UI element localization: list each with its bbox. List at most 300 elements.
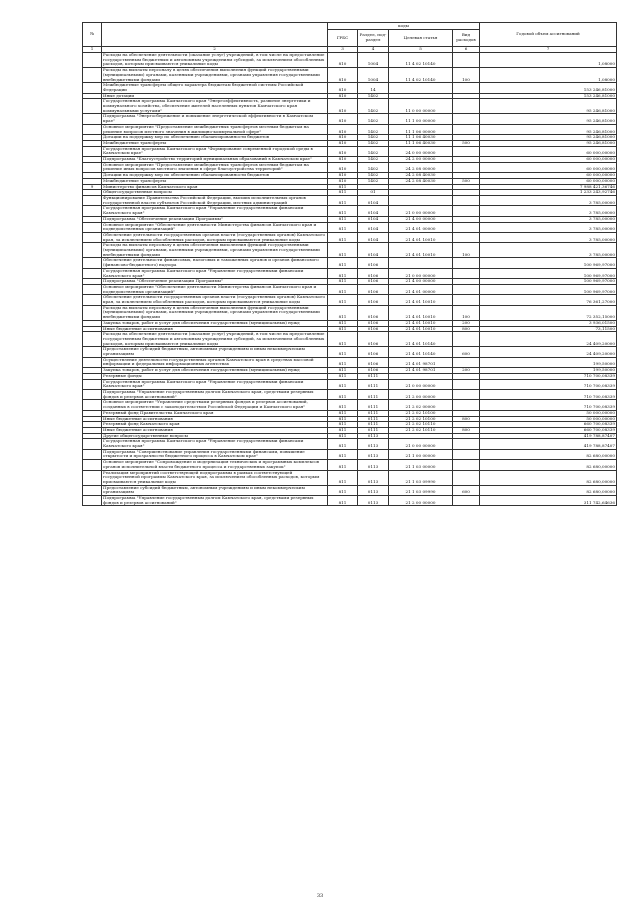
row-section: 01 xyxy=(358,190,389,196)
row-name: Резервные фонды xyxy=(102,373,328,379)
table-row xyxy=(83,124,617,134)
document-page xyxy=(82,22,616,506)
row-name: Реализация мероприятий соответствующей подпрограммы в рамках соответствующей государственной программы Камчатского края, за исключением обособленных расходов, которым присваиваются уникальные коды xyxy=(102,470,328,485)
row-total: 199,50000 xyxy=(480,357,617,367)
row-expense xyxy=(453,114,480,124)
row-expense xyxy=(453,124,480,134)
row-total: 100 969,97000 xyxy=(480,279,617,285)
row-num xyxy=(83,243,102,258)
row-name: Основное мероприятие "Управление средствами резервных фондов и резервов ассигнований, созданных в соответствии с законодательством Российской Федерации и Камчатского края" xyxy=(102,400,328,410)
row-target: 21 1 03 09990 xyxy=(389,485,453,495)
row-total: 710 700,08339 xyxy=(480,390,617,400)
row-expense: 100 xyxy=(453,243,480,258)
table-row xyxy=(83,357,617,367)
row-name: Расходы на выплаты персоналу в целях обеспечения выполнения функций государственными (муниципальными) органами, казенными учреждениями, органами управления государственными внебюджетными фондами xyxy=(102,305,328,320)
row-grbs: 811 xyxy=(328,232,358,242)
row-name: Расходы на выплаты персоналу в целях обеспечения выполнения функций государственными (муниципальными) органами, казенными учреждениями, органами управления государственными внебюджетными фондами xyxy=(102,68,328,83)
row-total: 60 000,00000 xyxy=(480,173,617,179)
row-grbs: 810 xyxy=(328,173,358,179)
row-num xyxy=(83,195,102,205)
row-target: 21 4 01 98701 xyxy=(389,357,453,367)
row-target: 21 2 00 00000 xyxy=(389,390,453,400)
row-name: Закупка товаров, работ и услуг для обеспечения государственных (муниципальных) нужд xyxy=(102,368,328,374)
row-section: 1402 xyxy=(358,178,389,184)
row-name: Основное мероприятие "Сопровождение и модернизация технических и программных комплексов органов исполнительной власти бюджетного процесса и государственных закупок" xyxy=(102,460,328,470)
row-total: 3 785,00000 xyxy=(480,216,617,222)
row-grbs: 811 xyxy=(328,416,358,422)
row-grbs: 810 xyxy=(328,157,358,163)
row-grbs: 811 xyxy=(328,460,358,470)
row-name: Расходы на обеспечение деятельности (оказание услуг) учреждений, в том числе на предоставление государственным бюджетным и автономным учреждениям субсидий, за исключением обособленных расходов, которым присваиваются уникальные коды xyxy=(102,53,328,68)
row-target: 21 1 00 00000 xyxy=(389,449,453,459)
row-section: 0113 xyxy=(358,496,389,506)
row-section: 0111 xyxy=(358,422,389,428)
row-target: 21 4 01 10010 xyxy=(389,305,453,320)
row-grbs: 811 xyxy=(328,433,358,439)
row-section: 1402 xyxy=(358,124,389,134)
row-grbs: 810 xyxy=(328,114,358,124)
table-row xyxy=(83,114,617,124)
row-total: 95 246,81000 xyxy=(480,99,617,114)
header-name xyxy=(102,23,328,47)
row-grbs: 811 xyxy=(328,470,358,485)
row-expense: 100 xyxy=(453,68,480,83)
row-expense xyxy=(453,332,480,347)
row-expense: 500 xyxy=(453,178,480,184)
table-row xyxy=(83,53,617,68)
row-section: 0104 xyxy=(358,243,389,258)
row-target: 21 0 00 00000 xyxy=(389,439,453,449)
row-expense: 800 xyxy=(453,416,480,422)
row-target: 11 4 02 10140 xyxy=(389,68,453,83)
row-name: Предоставление субсидий бюджетным, автономным учреждениям и иным некоммерческим организациям xyxy=(102,485,328,495)
row-total: 60 000,00000 xyxy=(480,146,617,156)
row-num xyxy=(83,400,102,410)
row-expense xyxy=(453,379,480,389)
row-section: 0106 xyxy=(358,295,389,305)
row-section: 1402 xyxy=(358,99,389,114)
row-total: 60 000,00000 xyxy=(480,162,617,172)
table-row xyxy=(83,243,617,258)
row-name: Подпрограмма "Управление государственным долгом Камчатского края, средствами резервных фондов и резервов ассигнований" xyxy=(102,496,328,506)
row-section: 0113 xyxy=(358,470,389,485)
row-target: 11 1 06 00000 xyxy=(389,124,453,134)
row-expense xyxy=(453,83,480,93)
row-grbs: 811 xyxy=(328,320,358,326)
row-num xyxy=(83,99,102,114)
row-name: Расходы на выплаты персоналу в целях обеспечения выполнения функций государственными (муниципальными) органами, казенными учреждениями, органами управления государственными внебюджетными фондами xyxy=(102,243,328,258)
row-grbs: 811 xyxy=(328,243,358,258)
row-grbs: 811 xyxy=(328,427,358,433)
row-total: 50 000,00000 xyxy=(480,416,617,422)
table-row xyxy=(83,449,617,459)
row-num xyxy=(83,379,102,389)
row-total: 710 700,08339 xyxy=(480,373,617,379)
row-name: Подпрограмма "Управление государственным долгом Камчатского края, средствами резервных фондов и резервов ассигнований" xyxy=(102,390,328,400)
table-row xyxy=(83,332,617,347)
row-num: 9 xyxy=(83,184,102,190)
row-expense: 800 xyxy=(453,427,480,433)
row-grbs: 811 xyxy=(328,190,358,196)
row-name: Государственная программа Камчатского края "Формирование современной городской среды в Камчатском крае" xyxy=(102,146,328,156)
row-target: 21 4 01 10010 xyxy=(389,232,453,242)
row-num xyxy=(83,83,102,93)
row-grbs: 811 xyxy=(328,379,358,389)
row-num xyxy=(83,284,102,294)
row-total: 153 246,81000 xyxy=(480,83,617,93)
row-target: 21 0 00 00000 xyxy=(389,268,453,278)
row-name: Государственная программа Камчатского края "Управление государственными финансами Камчатского края" xyxy=(102,268,328,278)
budget-table xyxy=(82,22,617,506)
header-expense: Вид расходов xyxy=(453,30,480,47)
row-num xyxy=(83,439,102,449)
row-section: 0111 xyxy=(358,400,389,410)
row-section: 0106 xyxy=(358,368,389,374)
row-target: 21 4 01 10010 xyxy=(389,326,453,332)
table-row xyxy=(83,485,617,495)
header-total: Годовой объем ассигнований xyxy=(480,23,617,47)
row-name: Расходы на обеспечение деятельности (оказание услуг) учреждений, в том числе на предоставление государственным бюджетным и автономным учреждениям субсидий, за исключением обособленных расходов, которым присваиваются уникальные коды xyxy=(102,332,328,347)
row-expense: 600 xyxy=(453,485,480,495)
row-grbs: 811 xyxy=(328,326,358,332)
row-name: Основное мероприятие "Предоставление межбюджетных трансфертов местным бюджетам на решение вопросов местного значения в жилищно-коммунальной сфере" xyxy=(102,124,328,134)
row-target: 21 4 01 10140 xyxy=(389,332,453,347)
row-total: 710 700,08339 xyxy=(480,379,617,389)
row-expense: 500 xyxy=(453,140,480,146)
row-num xyxy=(83,390,102,400)
row-name: Иные бюджетные ассигнования xyxy=(102,326,328,332)
row-target: 24 2 08 40030 xyxy=(389,173,453,179)
row-expense xyxy=(453,496,480,506)
row-expense: 600 xyxy=(453,347,480,357)
table-row xyxy=(83,305,617,320)
row-expense xyxy=(453,449,480,459)
row-section: 1402 xyxy=(358,146,389,156)
row-grbs: 811 xyxy=(328,422,358,428)
row-target: 24 0 00 00000 xyxy=(389,146,453,156)
row-target: 11 1 06 40030 xyxy=(389,135,453,141)
row-grbs: 811 xyxy=(328,222,358,232)
row-name: Министерство финансов Камчатского края xyxy=(102,184,328,190)
row-total: 82 680,00000 xyxy=(480,460,617,470)
row-name: Общегосударственные вопросы xyxy=(102,190,328,196)
table-row xyxy=(83,439,617,449)
row-num xyxy=(83,258,102,268)
row-section: 0104 xyxy=(358,222,389,232)
page-number: 33 xyxy=(316,893,324,899)
row-grbs: 810 xyxy=(328,99,358,114)
table-row xyxy=(83,83,617,93)
row-section: 0113 xyxy=(358,439,389,449)
row-total: 660 700,08339 xyxy=(480,427,617,433)
row-num xyxy=(83,347,102,357)
row-target: 21 4 01 10010 xyxy=(389,243,453,258)
row-target: 24 2 08 00000 xyxy=(389,162,453,172)
row-section: 0104 xyxy=(358,206,389,216)
row-expense xyxy=(453,146,480,156)
row-total: 7 988 421,36746 xyxy=(480,184,617,190)
row-num xyxy=(83,460,102,470)
row-expense xyxy=(453,206,480,216)
row-total: 660 700,08339 xyxy=(480,422,617,428)
row-num xyxy=(83,114,102,124)
row-grbs: 811 xyxy=(328,357,358,367)
row-name: Государственная программа Камчатского края "Управление государственными финансами Камчатского края" xyxy=(102,439,328,449)
row-grbs: 811 xyxy=(328,400,358,410)
row-total: 60 000,00000 xyxy=(480,157,617,163)
row-name: Резервный фонд Камчатского края xyxy=(102,422,328,428)
row-name: Межбюджетные трансферты xyxy=(102,178,328,184)
row-target: 21 4 00 00000 xyxy=(389,279,453,285)
row-grbs: 810 xyxy=(328,135,358,141)
row-section: 1402 xyxy=(358,162,389,172)
row-name: Функционирование Правительства Российской Федерации, высших исполнительных органов государственной власти субъектов Российской Федерации, местных администраций xyxy=(102,195,328,205)
row-name: Основное мероприятие "Предоставление межбюджетных трансфертов местным бюджетам на решение иных вопросов местного значения в сфере благоустройства территорий" xyxy=(102,162,328,172)
row-name: Подпрограмма "Энергосбережение и повышение энергетической эффективности в Камчатском крае" xyxy=(102,114,328,124)
row-target: 21 2 02 00000 xyxy=(389,400,453,410)
table-row xyxy=(83,496,617,506)
row-num xyxy=(83,146,102,156)
table-row xyxy=(83,206,617,216)
table-row xyxy=(83,390,617,400)
row-section: 0106 xyxy=(358,357,389,367)
row-section: 0106 xyxy=(358,332,389,347)
row-name: Государственная программа Камчатского края "Энергоэффективность, развитие энергетики и коммунального хозяйства, обеспечение жителей населенных пунктов Камчатского края коммунальными услугами" xyxy=(102,99,328,114)
row-target: 21 2 02 10100 xyxy=(389,410,453,416)
row-total: 100 969,97000 xyxy=(480,284,617,294)
row-grbs: 810 xyxy=(328,140,358,146)
row-grbs: 811 xyxy=(328,216,358,222)
row-target: 21 1 03 00000 xyxy=(389,460,453,470)
table-row xyxy=(83,195,617,205)
row-section: 14 xyxy=(358,83,389,93)
row-num xyxy=(83,222,102,232)
row-expense xyxy=(453,195,480,205)
row-expense xyxy=(453,439,480,449)
row-target: 24 2 08 40030 xyxy=(389,178,453,184)
row-section: 0106 xyxy=(358,347,389,357)
row-num xyxy=(83,295,102,305)
row-section: 0111 xyxy=(358,373,389,379)
row-total: 199,50000 xyxy=(480,368,617,374)
row-target: 11 1 06 40030 xyxy=(389,140,453,146)
table-row xyxy=(83,295,617,305)
row-section: 1402 xyxy=(358,157,389,163)
header-codes: коды xyxy=(328,23,480,30)
row-section: 1402 xyxy=(358,93,389,99)
row-name: Подпрограмма "Благоустройство территорий муниципальных образований в Камчатском крае" xyxy=(102,157,328,163)
row-grbs: 811 xyxy=(328,332,358,347)
row-expense xyxy=(453,357,480,367)
row-target: 21 4 00 00000 xyxy=(389,216,453,222)
table-row xyxy=(83,162,617,172)
row-section: 0111 xyxy=(358,410,389,416)
row-target: 21 4 01 10010 xyxy=(389,320,453,326)
row-name: Другие общегосударственные вопросы xyxy=(102,433,328,439)
row-section: 0104 xyxy=(358,232,389,242)
row-grbs: 811 xyxy=(328,305,358,320)
row-grbs: 810 xyxy=(328,146,358,156)
row-section: 1004 xyxy=(358,53,389,68)
row-expense xyxy=(453,99,480,114)
row-section: 0106 xyxy=(358,279,389,285)
row-total: 76 361,27000 xyxy=(480,295,617,305)
row-name: Закупка товаров, работ и услуг для обеспечения государственных (муниципальных) нужд xyxy=(102,320,328,326)
row-expense: 200 xyxy=(453,368,480,374)
row-section: 0111 xyxy=(358,416,389,422)
row-expense xyxy=(453,390,480,400)
row-num xyxy=(83,305,102,320)
row-target xyxy=(389,83,453,93)
row-total: 95 246,81000 xyxy=(480,140,617,146)
table-row xyxy=(83,460,617,470)
row-section: 0111 xyxy=(358,379,389,389)
header-section: Раздел, под-раздел xyxy=(358,30,389,47)
row-grbs: 811 xyxy=(328,184,358,190)
row-grbs: 810 xyxy=(328,53,358,68)
row-section: 1004 xyxy=(358,68,389,83)
row-target: 21 2 02 10100 xyxy=(389,416,453,422)
row-num xyxy=(83,496,102,506)
row-name: Обеспечение деятельности финансовых, налоговых и таможенных органов и органов финансового (финансово-бюджетного) надзора xyxy=(102,258,328,268)
table-row xyxy=(83,400,617,410)
row-num xyxy=(83,332,102,347)
row-num xyxy=(83,162,102,172)
table-row xyxy=(83,268,617,278)
row-name: Подпрограмма "Обеспечение реализации Программы" xyxy=(102,216,328,222)
row-target: 21 0 00 00000 xyxy=(389,206,453,216)
row-section: 0106 xyxy=(358,258,389,268)
row-target: 24 2 00 00000 xyxy=(389,157,453,163)
row-name: Государственная программа Камчатского края "Управление государственными финансами Камчатского края" xyxy=(102,206,328,216)
column-index-row: 1 2 3 4 5 6 7 xyxy=(83,47,617,53)
row-section: 0111 xyxy=(358,390,389,400)
row-target: 21 4 01 10010 xyxy=(389,295,453,305)
row-name: Резервный фонд Правительства Камчатского края xyxy=(102,410,328,416)
row-num xyxy=(83,485,102,495)
row-expense xyxy=(453,232,480,242)
row-grbs: 810 xyxy=(328,93,358,99)
row-expense xyxy=(453,400,480,410)
row-section: 1402 xyxy=(358,140,389,146)
table-row xyxy=(83,379,617,389)
table-row xyxy=(83,99,617,114)
row-expense xyxy=(453,470,480,485)
row-num xyxy=(83,470,102,485)
row-grbs: 811 xyxy=(328,485,358,495)
table-row xyxy=(83,222,617,232)
row-grbs: 810 xyxy=(328,83,358,93)
row-name: Подпрограмма "Совершенствование управления государственными финансами, повышение открытости и прозрачности бюджетного процесса в Камчатском крае" xyxy=(102,449,328,459)
row-grbs: 811 xyxy=(328,449,358,459)
row-num xyxy=(83,357,102,367)
row-target: 21 4 01 98701 xyxy=(389,368,453,374)
row-section: 0113 xyxy=(358,449,389,459)
table-row xyxy=(83,284,617,294)
row-total: 153 246,81000 xyxy=(480,93,617,99)
row-expense xyxy=(453,460,480,470)
row-num xyxy=(83,68,102,83)
row-expense xyxy=(453,268,480,278)
row-name: Предоставление субсидий бюджетным, автономным учреждениям и иным некоммерческим организациям xyxy=(102,347,328,357)
row-section: 0113 xyxy=(358,460,389,470)
row-total: 24 409,20000 xyxy=(480,347,617,357)
header-grbs: ГРБС xyxy=(328,30,358,47)
row-name: Межбюджетные трансферты xyxy=(102,140,328,146)
row-total: 95 246,81000 xyxy=(480,114,617,124)
row-total: 73,11500 xyxy=(480,326,617,332)
row-expense xyxy=(453,162,480,172)
row-name: Государственная программа Камчатского края "Управление государственными финансами Камчатского края" xyxy=(102,379,328,389)
row-total: 1,08000 xyxy=(480,53,617,68)
row-target: 21 0 00 00000 xyxy=(389,379,453,389)
row-name: Подпрограмма "Обеспечение реализации Программы" xyxy=(102,279,328,285)
row-total: 95 246,81000 xyxy=(480,135,617,141)
row-section: 0106 xyxy=(358,284,389,294)
row-num xyxy=(83,206,102,216)
row-grbs: 810 xyxy=(328,68,358,83)
row-grbs: 811 xyxy=(328,279,358,285)
row-name: Основное мероприятие "Обеспечение деятельности Министерства финансов Камчатского края и подведомственных организаций" xyxy=(102,222,328,232)
row-target: 21 2 02 10110 xyxy=(389,427,453,433)
row-section: 1402 xyxy=(358,173,389,179)
row-grbs: 811 xyxy=(328,496,358,506)
row-total: 72 352,15000 xyxy=(480,305,617,320)
table-row xyxy=(83,68,617,83)
row-grbs: 811 xyxy=(328,295,358,305)
row-target xyxy=(389,195,453,205)
row-grbs: 811 xyxy=(328,439,358,449)
row-num xyxy=(83,268,102,278)
row-name: Обеспечение деятельности государственных органов власти (государственных органов) Камчатского края, за исключением обособленных расходов, которым присваиваются уникальные коды xyxy=(102,232,328,242)
row-expense xyxy=(453,53,480,68)
row-section: 0106 xyxy=(358,305,389,320)
row-grbs: 811 xyxy=(328,206,358,216)
row-section: 1402 xyxy=(358,135,389,141)
row-grbs: 811 xyxy=(328,347,358,357)
row-total: 82 680,00000 xyxy=(480,470,617,485)
row-expense xyxy=(453,284,480,294)
row-total: 24 409,20000 xyxy=(480,332,617,347)
row-target: 21 4 01 00000 xyxy=(389,284,453,294)
row-total: 311 742,64636 xyxy=(480,496,617,506)
row-total: 3 785,00000 xyxy=(480,195,617,205)
row-grbs: 811 xyxy=(328,268,358,278)
row-name: Иные бюджетные ассигнования xyxy=(102,416,328,422)
row-grbs: 811 xyxy=(328,284,358,294)
row-target xyxy=(389,258,453,268)
row-grbs: 811 xyxy=(328,410,358,416)
row-total: 3 785,00000 xyxy=(480,222,617,232)
row-target: 21 1 03 09990 xyxy=(389,470,453,485)
row-total: 3 785,00000 xyxy=(480,243,617,258)
row-num xyxy=(83,53,102,68)
row-total: 50 000,00000 xyxy=(480,410,617,416)
row-grbs: 811 xyxy=(328,258,358,268)
row-name: Дотации на поддержку мер по обеспечению сбалансированности бюджетов xyxy=(102,173,328,179)
row-expense xyxy=(453,295,480,305)
row-section: 0106 xyxy=(358,268,389,278)
row-section: 1402 xyxy=(358,114,389,124)
row-total: 60 000,00000 xyxy=(480,178,617,184)
row-section: 0113 xyxy=(358,433,389,439)
row-total: 1 233 243,92746 xyxy=(480,190,617,196)
row-total: 95 246,81000 xyxy=(480,124,617,134)
row-total: 710 700,08339 xyxy=(480,400,617,410)
header-num: № xyxy=(83,23,102,47)
row-num xyxy=(83,232,102,242)
row-section: 0106 xyxy=(358,320,389,326)
